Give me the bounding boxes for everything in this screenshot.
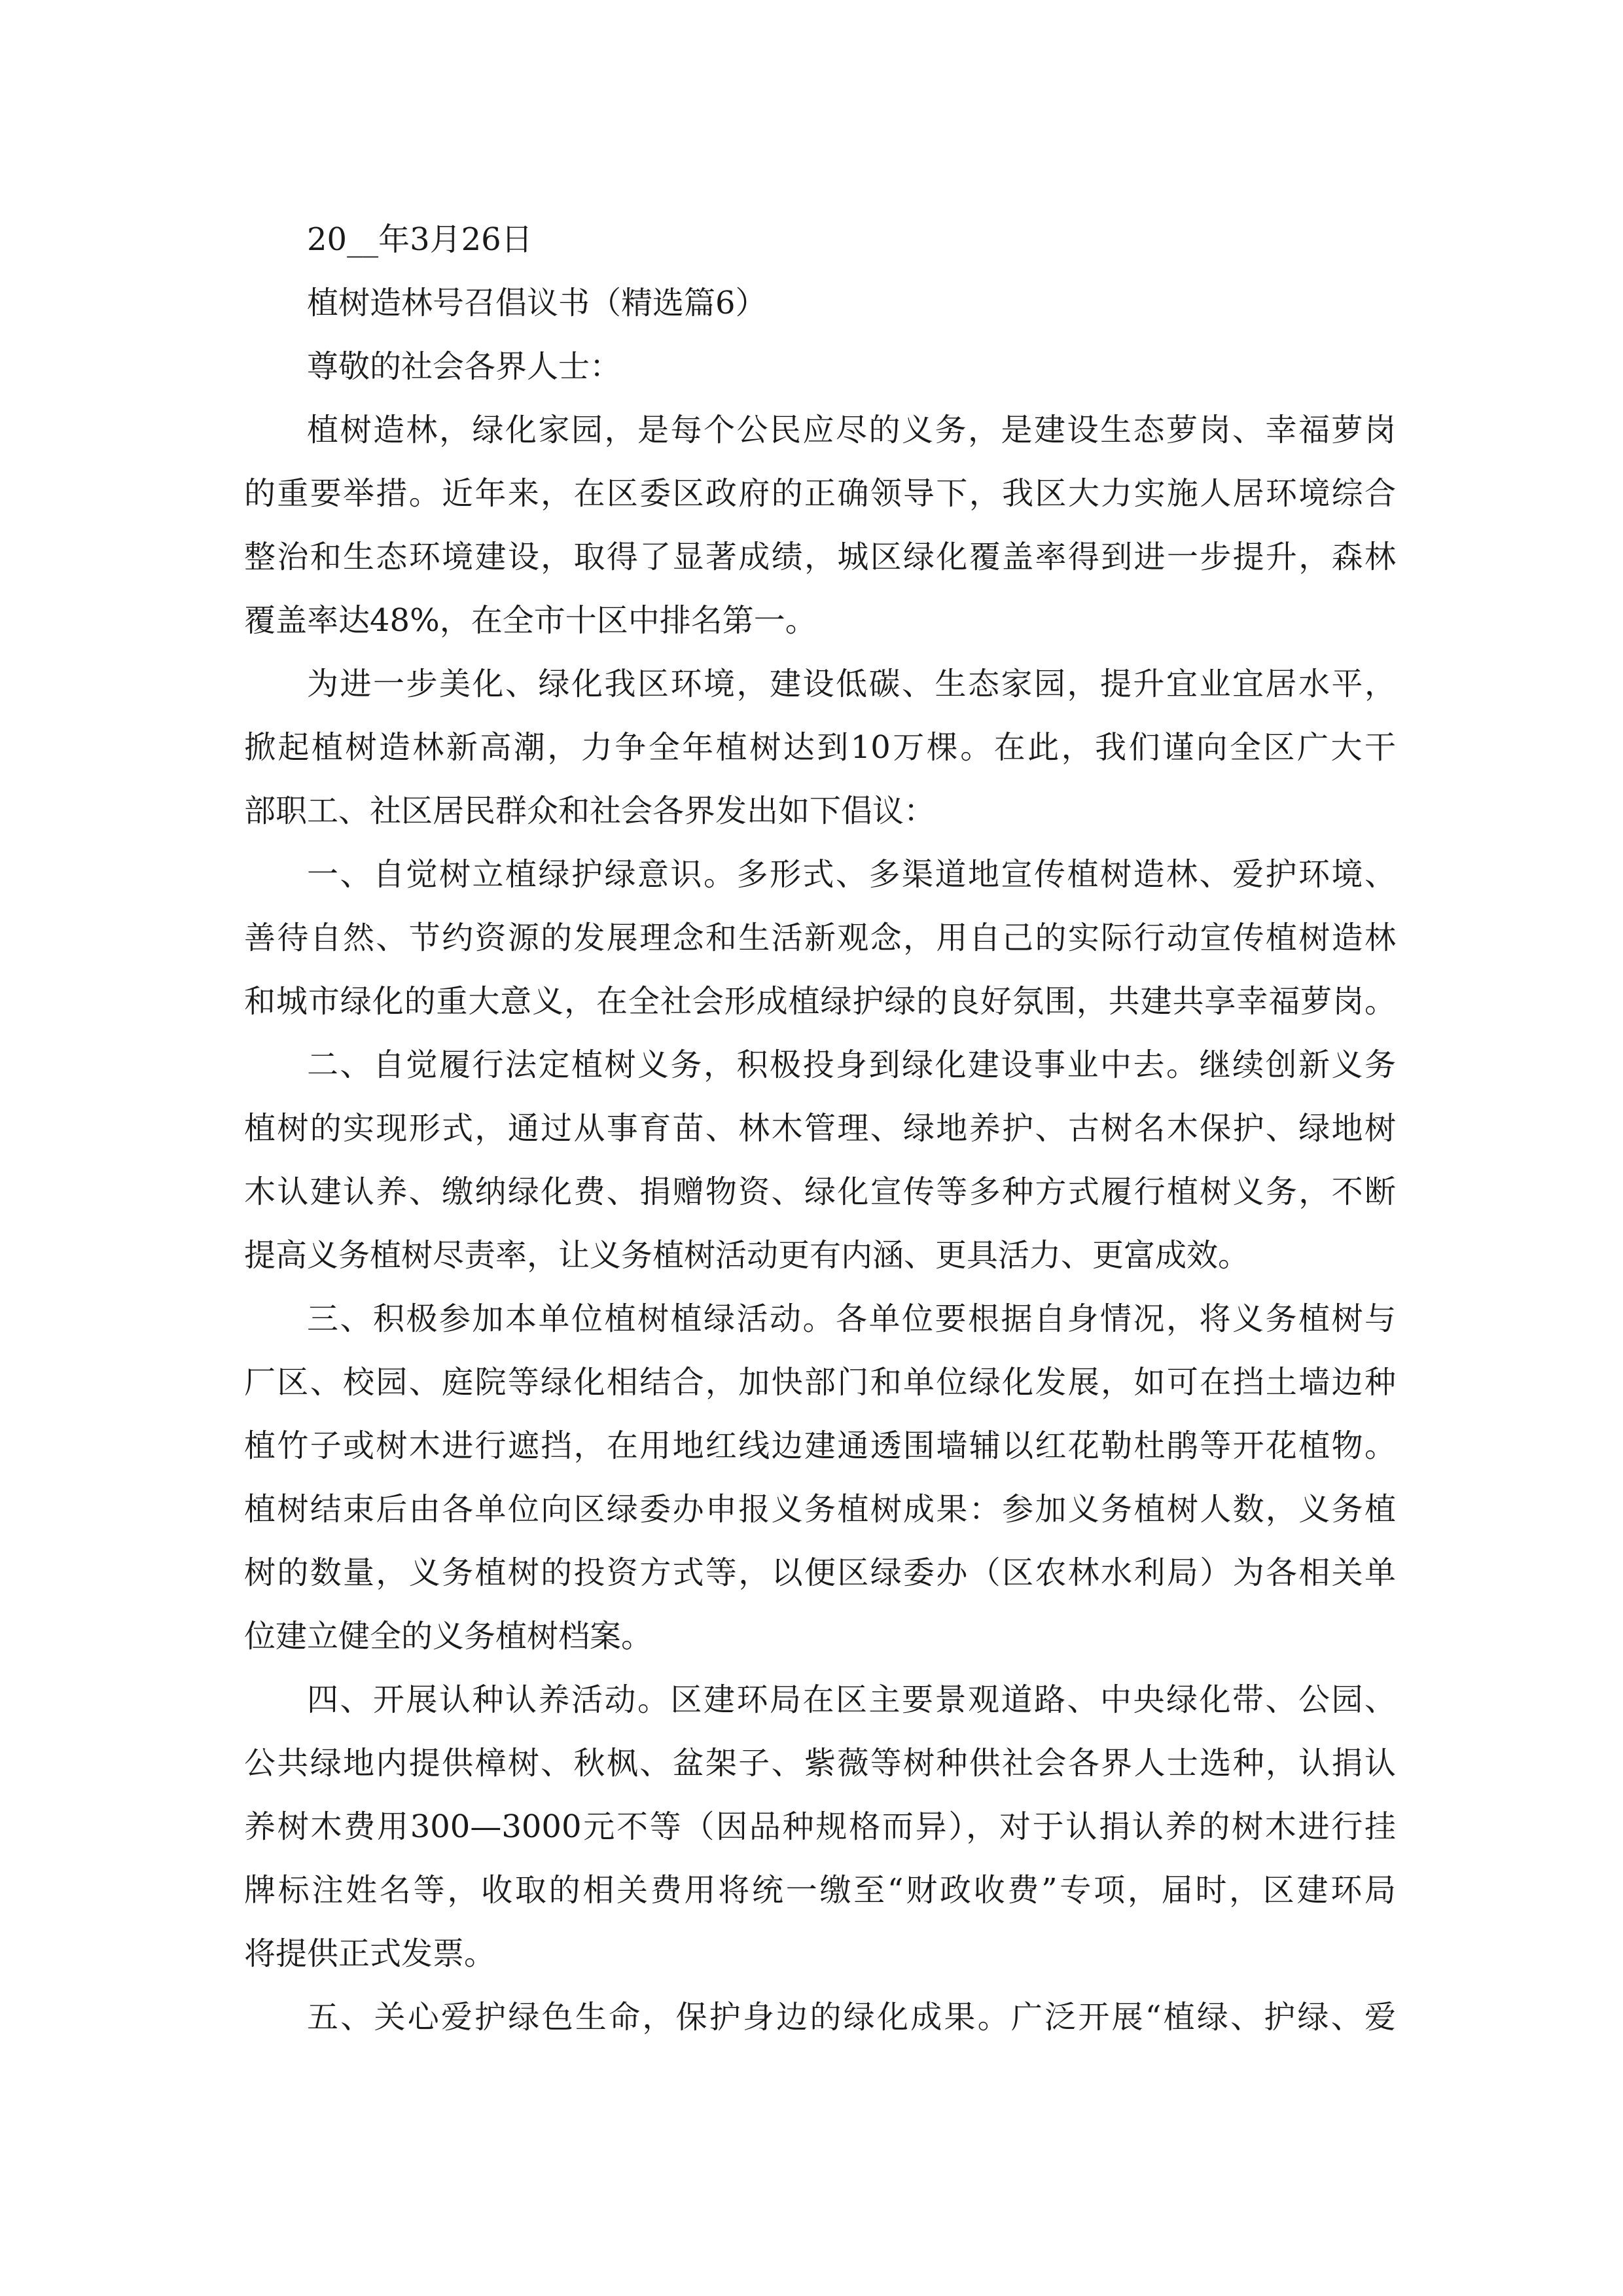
paragraph-7-line-1: 五、关心爱护绿色生命，保护身边的绿化成果。广泛开展“植绿、护绿、爱	[307, 1999, 1396, 2036]
paragraph-3-line-3: 和城市绿化的重大意义，在全社会形成植绿护绿的良好氛围，共建共享幸福萝岗。	[244, 983, 1396, 1020]
paragraph-6-line-2: 公共绿地内提供樟树、秋枫、盆架子、紫薇等树种供社会各界人士选种，认捐认	[244, 1745, 1396, 1782]
paragraph-4-line-1: 二、自觉履行法定植树义务，积极投身到绿化建设事业中去。继续创新义务	[307, 1047, 1396, 1083]
paragraph-6-line-4: 牌标注姓名等，收取的相关费用将统一缴至“财政收费”专项，届时，区建环局	[244, 1872, 1396, 1909]
paragraph-1-line-2: 的重要举措。近年来，在区委区政府的正确领导下，我区大力实施人居环境综合	[244, 475, 1396, 512]
paragraph-3-line-2: 善待自然、节约资源的发展理念和生活新观念，用自己的实际行动宣传植树造林	[244, 920, 1396, 956]
paragraph-5-line-4: 植树结束后由各单位向区绿委办申报义务植树成果：参加义务植树人数，义务植	[244, 1491, 1396, 1528]
paragraph-5-line-5: 树的数量，义务植树的投资方式等，以便区绿委办（区农林水利局）为各相关单	[244, 1554, 1396, 1591]
paragraph-6-line-3: 养树木费用300—3000元不等（因品种规格而异），对于认捐认养的树木进行挂	[244, 1808, 1396, 1845]
paragraph-4-line-4: 提高义务植树尽责率，让义务植树活动更有内涵、更具活力、更富成效。	[244, 1237, 1250, 1274]
paragraph-1-line-1: 植树造林，绿化家园，是每个公民应尽的义务，是建设生态萝岗、幸福萝岗	[307, 412, 1396, 448]
paragraph-5-line-6: 位建立健全的义务植树档案。	[244, 1618, 653, 1655]
document-body	[244, 208, 1396, 2049]
date-line: 20__年3月26日	[307, 221, 533, 258]
paragraph-4-line-3: 木认建认养、缴纳绿化费、捐赠物资、绿化宣传等多种方式履行植树义务，不断	[244, 1174, 1396, 1210]
paragraph-4-line-2: 植树的实现形式，通过从事育苗、林木管理、绿地养护、古树名木保护、绿地树	[244, 1110, 1396, 1147]
paragraph-2-line-2: 掀起植树造林新高潮，力争全年植树达到10万棵。在此，我们谨向全区广大干	[244, 729, 1396, 766]
paragraph-6-line-5: 将提供正式发票。	[244, 1935, 496, 1972]
paragraph-6-line-1: 四、开展认种认养活动。区建环局在区主要景观道路、中央绿化带、公园、	[307, 1681, 1396, 1718]
paragraph-2-line-3: 部职工、社区居民群众和社会各界发出如下倡议：	[244, 793, 936, 829]
paragraph-3-line-1: 一、自觉树立植绿护绿意识。多形式、多渠道地宣传植树造林、爱护环境、	[307, 856, 1396, 893]
paragraph-2-line-1: 为进一步美化、绿化我区环境，建设低碳、生态家园，提升宜业宜居水平，	[307, 666, 1396, 702]
paragraph-5-line-1: 三、积极参加本单位植树植绿活动。各单位要根据自身情况，将义务植树与	[307, 1300, 1396, 1337]
salutation: 尊敬的社会各界人士：	[307, 348, 622, 385]
paragraph-1-line-3: 整治和生态环境建设，取得了显著成绩，城区绿化覆盖率得到进一步提升，森林	[244, 539, 1396, 575]
paragraph-1-line-4: 覆盖率达48%，在全市十区中排名第一。	[244, 602, 817, 639]
paragraph-5-line-2: 厂区、校园、庭院等绿化相结合，加快部门和单位绿化发展，如可在挡土墙边种	[244, 1364, 1396, 1401]
document-title: 植树造林号召倡议书（精选篇6）	[307, 285, 767, 321]
paragraph-5-line-3: 植竹子或树木进行遮挡，在用地红线边建通透围墙辅以红花勒杜鹃等开花植物。	[244, 1427, 1396, 1464]
